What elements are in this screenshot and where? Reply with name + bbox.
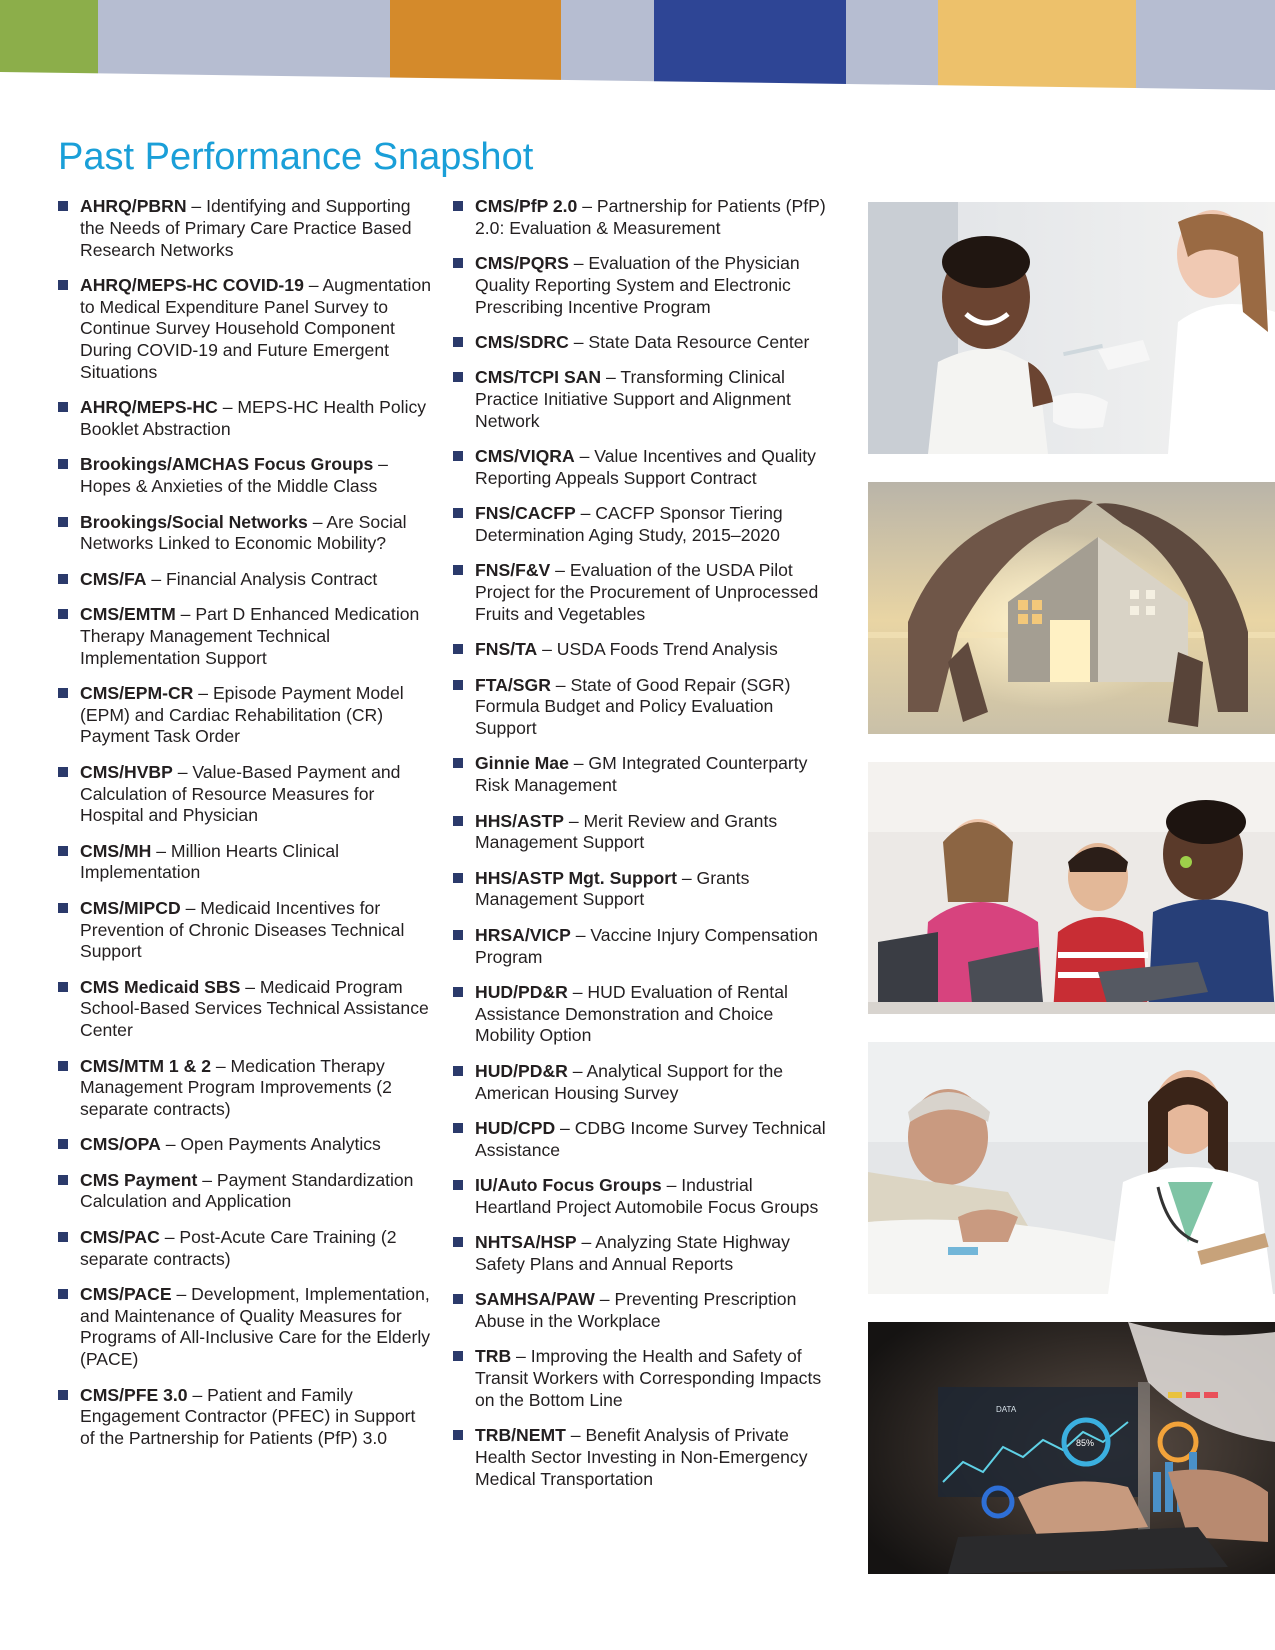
project-description: – Episode Payment Model (EPM) and Cardiac Rehabilitation (CR) Payment Task Order	[80, 682, 404, 747]
project-description: – GM Integrated Counterparty Risk Management	[475, 753, 808, 796]
project-description: – Post-Acute Care Training (2 separate contracts)	[80, 1226, 397, 1269]
project-code: NHTSA/HSP	[475, 1231, 577, 1252]
project-description: – Evaluation of the Physician Quality Reporting System and Electronic Prescribing Incentive Program	[475, 253, 800, 317]
project-description: – Analyzing State Highway Safety Plans and Annual Reports	[475, 1231, 790, 1274]
project-list-item	[58, 569, 433, 591]
square-bullet-icon	[453, 1123, 463, 1133]
square-bullet-icon	[453, 873, 463, 883]
project-code: HRSA/VICP	[475, 924, 571, 945]
project-description: – Value-Based Payment and Calculation of Resource Measures for Hospital and Physician	[80, 761, 401, 826]
project-code: HHS/ASTP Mgt. Support	[475, 867, 677, 888]
project-description: – Transforming Clinical Practice Initiative Support and Alignment Network	[475, 367, 791, 431]
square-bullet-icon	[453, 1430, 463, 1440]
project-code: HHS/ASTP	[475, 810, 564, 831]
project-list-item	[58, 397, 433, 441]
square-bullet-icon	[58, 1061, 68, 1071]
project-list-middle	[453, 196, 828, 1504]
square-bullet-icon	[453, 337, 463, 347]
project-code: Ginnie Mae	[475, 753, 569, 774]
project-code: CMS/PFE 3.0	[80, 1384, 188, 1405]
project-code: HUD/PD&R	[475, 1060, 568, 1081]
square-bullet-icon	[453, 816, 463, 826]
project-list-item	[453, 1289, 828, 1333]
square-bullet-icon	[58, 1232, 68, 1242]
project-description: – Industrial Heartland Project Automobile Focus Groups	[475, 1174, 819, 1217]
project-list-item	[58, 1385, 433, 1450]
project-list-item	[58, 683, 433, 748]
project-description: – Analytical Support for the American Housing Survey	[475, 1060, 784, 1103]
project-description: – Payment Standardization Calculation and Application	[80, 1169, 414, 1212]
project-code: HUD/CPD	[475, 1117, 556, 1138]
square-bullet-icon	[453, 680, 463, 690]
dashboard-panel-label: DATA	[996, 1405, 1017, 1414]
project-description: – Medicaid Incentives for Prevention of Chronic Diseases Technical Support	[80, 897, 405, 962]
project-description: – Open Payments Analytics	[160, 1134, 381, 1155]
photo-kids-laptops	[868, 762, 1275, 1014]
square-bullet-icon	[453, 1066, 463, 1076]
project-list-item	[453, 868, 828, 912]
square-bullet-icon	[453, 758, 463, 768]
project-description: – Financial Analysis Contract	[146, 568, 378, 589]
project-list-item	[58, 604, 433, 669]
square-bullet-icon	[453, 1237, 463, 1247]
project-code: FTA/SGR	[475, 674, 551, 695]
project-code: AHRQ/PBRN	[80, 196, 187, 216]
project-code: CMS/SDRC	[475, 331, 569, 352]
project-description: – Preventing Prescription Abuse in the Workplace	[475, 1289, 797, 1331]
square-bullet-icon	[58, 688, 68, 698]
project-list-item	[453, 1118, 828, 1162]
photo-child-vaccination	[868, 202, 1275, 454]
square-bullet-icon	[58, 982, 68, 992]
square-bullet-icon	[58, 767, 68, 777]
project-list-item	[58, 1284, 433, 1371]
project-code: AHRQ/MEPS-HC COVID-19	[80, 274, 304, 295]
project-description: – HUD Evaluation of Rental Assistance Demonstration and Choice Mobility Option	[475, 981, 788, 1046]
project-code: HUD/PD&R	[475, 981, 568, 1002]
project-description: – Patient and Family Engagement Contractor (PFEC) in Support of the Partnership for Patients (PfP) 3.0	[80, 1384, 416, 1449]
project-code: SAMHSA/PAW	[475, 1289, 595, 1310]
project-description: – CACFP Sponsor Tiering Determination Aging Study, 2015–2020	[475, 503, 783, 546]
project-description: – Hopes & Anxieties of the Middle Class	[80, 454, 388, 497]
project-description: – Part D Enhanced Medication Therapy Management Technical Implementation Support	[80, 603, 420, 668]
project-description: – Merit Review and Grants Management Support	[475, 810, 778, 853]
square-bullet-icon	[58, 517, 68, 527]
project-list-item	[58, 1227, 433, 1271]
photo-patient-doctor	[868, 1042, 1275, 1294]
project-description: – Are Social Networks Linked to Economic Mobility?	[80, 511, 407, 554]
project-list-item	[453, 446, 828, 490]
project-code: Brookings/Social Networks	[80, 511, 308, 532]
project-code: TRB/NEMT	[475, 1425, 566, 1446]
project-code: CMS/EMTM	[80, 603, 176, 624]
project-description: – Medicaid Program School-Based Services Technical Assistance Center	[80, 976, 429, 1041]
project-code: CMS/PQRS	[475, 253, 569, 274]
project-list-item	[453, 982, 828, 1047]
photo-data-dashboard	[868, 1322, 1275, 1574]
project-list-item	[453, 253, 828, 318]
square-bullet-icon	[58, 459, 68, 469]
project-description: – Million Hearts Clinical Implementation	[80, 840, 340, 883]
project-code: CMS/PfP 2.0	[475, 196, 578, 216]
project-list-item	[453, 675, 828, 740]
square-bullet-icon	[453, 930, 463, 940]
project-code: CMS/PACE	[80, 1283, 172, 1304]
project-list-item	[453, 1346, 828, 1411]
project-description: – Development, Implementation, and Maintenance of Quality Measures for Programs of All-Inclusive Care for the Elderly (PACE)	[80, 1283, 431, 1370]
square-bullet-icon	[453, 1180, 463, 1190]
square-bullet-icon	[453, 451, 463, 461]
project-list-item	[453, 811, 828, 855]
project-code: CMS Medicaid SBS	[80, 976, 241, 997]
project-code: CMS/OPA	[80, 1134, 161, 1155]
project-list-item	[453, 925, 828, 969]
project-description: – Partnership for Patients (PfP) 2.0: Evaluation & Measurement	[475, 196, 826, 238]
project-code: CMS/HVBP	[80, 761, 173, 782]
project-list-item	[453, 753, 828, 797]
project-list-item	[453, 332, 828, 354]
project-code: CMS/FA	[80, 568, 147, 589]
project-description: – Value Incentives and Quality Reporting Appeals Support Contract	[475, 446, 816, 488]
project-list-item	[453, 1232, 828, 1276]
project-description: – State Data Resource Center	[568, 331, 810, 352]
square-bullet-icon	[58, 402, 68, 412]
square-bullet-icon	[58, 1175, 68, 1185]
project-list-item	[58, 1134, 433, 1156]
square-bullet-icon	[58, 574, 68, 584]
square-bullet-icon	[453, 1294, 463, 1304]
project-code: Brookings/AMCHAS Focus Groups	[80, 454, 374, 475]
square-bullet-icon	[453, 987, 463, 997]
project-list-item	[58, 275, 433, 384]
project-list-left	[58, 196, 433, 1463]
project-list-item	[58, 454, 433, 498]
project-description: – State of Good Repair (SGR) Formula Budget and Policy Evaluation Support	[475, 674, 791, 739]
project-code: FNS/TA	[475, 639, 538, 660]
project-description: – Evaluation of the USDA Pilot Project for the Procurement of Unprocessed Fruits and Vegetables	[475, 560, 819, 624]
project-list-item	[453, 1175, 828, 1219]
project-code: CMS/EPM-CR	[80, 682, 194, 703]
project-description: – CDBG Income Survey Technical Assistance	[475, 1117, 826, 1160]
banner-diagonal-cut	[0, 0, 1275, 90]
project-code: FNS/CACFP	[475, 503, 576, 524]
square-bullet-icon	[58, 903, 68, 913]
square-bullet-icon	[453, 201, 463, 211]
project-list-item	[453, 503, 828, 547]
square-bullet-icon	[58, 609, 68, 619]
project-code: CMS/VIQRA	[475, 446, 575, 467]
square-bullet-icon	[58, 201, 68, 211]
project-list-item	[58, 1170, 433, 1214]
project-list-item	[453, 560, 828, 625]
project-description: – MEPS-HC Health Policy Booklet Abstraction	[80, 397, 427, 440]
project-list-item	[58, 1056, 433, 1121]
square-bullet-icon	[58, 280, 68, 290]
square-bullet-icon	[453, 1351, 463, 1361]
project-description: – Medication Therapy Management Program Improvements (2 separate contracts)	[80, 1055, 392, 1120]
project-list-item	[453, 196, 828, 240]
square-bullet-icon	[58, 846, 68, 856]
project-description: – USDA Foods Trend Analysis	[537, 639, 778, 660]
page-title: Past Performance Snapshot	[58, 136, 534, 178]
project-description: – Improving the Health and Safety of Transit Workers with Corresponding Impacts on the Bottom Line	[475, 1346, 822, 1410]
square-bullet-icon	[58, 1139, 68, 1149]
square-bullet-icon	[453, 258, 463, 268]
project-code: CMS/TCPI SAN	[475, 367, 602, 388]
square-bullet-icon	[58, 1390, 68, 1400]
project-list-item	[453, 639, 828, 661]
project-code: CMS/MTM 1 & 2	[80, 1055, 211, 1076]
project-code: TRB	[475, 1346, 512, 1367]
project-code: IU/Auto Focus Groups	[475, 1174, 662, 1195]
project-list-item	[453, 367, 828, 432]
project-description: – Vaccine Injury Compensation Program	[475, 924, 818, 967]
project-list-item	[58, 841, 433, 885]
project-code: AHRQ/MEPS-HC	[80, 397, 218, 418]
project-code: CMS/MIPCD	[80, 897, 181, 918]
project-list-item	[453, 1061, 828, 1105]
project-list-item	[58, 977, 433, 1042]
square-bullet-icon	[453, 508, 463, 518]
project-list-item	[58, 512, 433, 556]
dashboard-gauge-label: 85%	[1076, 1438, 1095, 1448]
project-description: – Augmentation to Medical Expenditure Panel Survey to Continue Survey Household Component During COVID-19 and Future Emergent Situations	[80, 274, 432, 383]
top-color-banner	[0, 0, 1275, 90]
project-description: – Identifying and Supporting the Needs of Primary Care Practice Based Research Networks	[80, 196, 412, 260]
project-description: – Grants Management Support	[475, 867, 750, 910]
project-list-item	[58, 762, 433, 827]
square-bullet-icon	[453, 372, 463, 382]
photo-hands-house	[868, 482, 1275, 734]
project-code: CMS/MH	[80, 840, 152, 861]
project-code: CMS/PAC	[80, 1226, 160, 1247]
project-list-item	[453, 1425, 828, 1490]
project-list-item	[58, 196, 433, 261]
project-list-item	[58, 898, 433, 963]
square-bullet-icon	[58, 1289, 68, 1299]
project-description: – Benefit Analysis of Private Health Sector Investing in Non-Emergency Medical Transportation	[475, 1425, 808, 1489]
project-code: FNS/F&V	[475, 560, 551, 581]
square-bullet-icon	[453, 565, 463, 575]
project-code: CMS Payment	[80, 1169, 198, 1190]
square-bullet-icon	[453, 644, 463, 654]
